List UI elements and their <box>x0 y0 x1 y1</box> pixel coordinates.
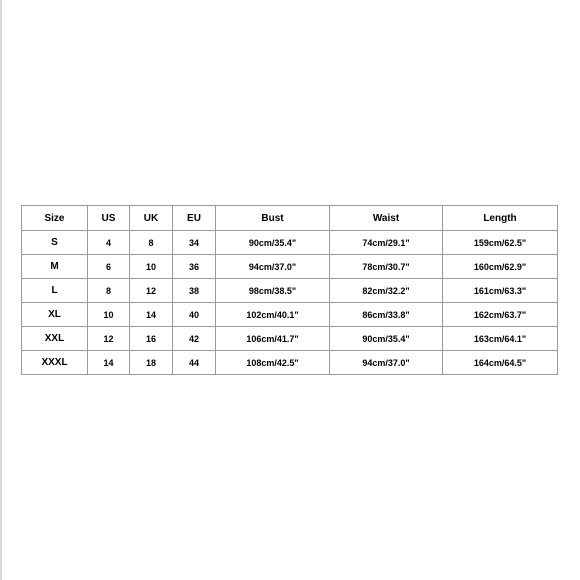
cell-uk: 12 <box>130 279 173 303</box>
table-row <box>22 279 558 303</box>
cell-eu: 42 <box>173 327 216 351</box>
cell-bust: 106cm/41.7" <box>216 327 330 351</box>
header-size: Size <box>22 206 88 231</box>
cell-us: 10 <box>88 303 130 327</box>
cell-us: 4 <box>88 231 130 255</box>
table-row <box>22 351 558 375</box>
cell-bust: 108cm/42.5" <box>216 351 330 375</box>
cell-size: M <box>22 255 88 279</box>
header-waist: Waist <box>330 206 443 231</box>
cell-uk: 14 <box>130 303 173 327</box>
cell-size: XXXL <box>22 351 88 375</box>
header-length: Length <box>443 206 558 231</box>
cell-length: 159cm/62.5" <box>443 231 558 255</box>
cell-eu: 34 <box>173 231 216 255</box>
cell-waist: 86cm/33.8" <box>330 303 443 327</box>
cell-waist: 94cm/37.0" <box>330 351 443 375</box>
cell-size: XXL <box>22 327 88 351</box>
cell-waist: 82cm/32.2" <box>330 279 443 303</box>
cell-size: S <box>22 231 88 255</box>
cell-us: 8 <box>88 279 130 303</box>
cell-uk: 8 <box>130 231 173 255</box>
cell-us: 6 <box>88 255 130 279</box>
cell-length: 161cm/63.3" <box>443 279 558 303</box>
header-bust: Bust <box>216 206 330 231</box>
page-edge-line <box>0 0 2 580</box>
table-row <box>22 327 558 351</box>
cell-size: XL <box>22 303 88 327</box>
table-header-row <box>22 206 558 231</box>
table-row <box>22 255 558 279</box>
cell-bust: 98cm/38.5" <box>216 279 330 303</box>
header-us: US <box>88 206 130 231</box>
size-chart-table <box>21 205 558 375</box>
cell-eu: 38 <box>173 279 216 303</box>
cell-length: 160cm/62.9" <box>443 255 558 279</box>
header-eu: EU <box>173 206 216 231</box>
cell-waist: 90cm/35.4" <box>330 327 443 351</box>
cell-length: 162cm/63.7" <box>443 303 558 327</box>
cell-uk: 10 <box>130 255 173 279</box>
cell-bust: 102cm/40.1" <box>216 303 330 327</box>
table-row <box>22 231 558 255</box>
table-row <box>22 303 558 327</box>
cell-bust: 90cm/35.4" <box>216 231 330 255</box>
cell-waist: 74cm/29.1" <box>330 231 443 255</box>
header-uk: UK <box>130 206 173 231</box>
cell-waist: 78cm/30.7" <box>330 255 443 279</box>
cell-length: 163cm/64.1" <box>443 327 558 351</box>
cell-us: 12 <box>88 327 130 351</box>
cell-length: 164cm/64.5" <box>443 351 558 375</box>
cell-eu: 36 <box>173 255 216 279</box>
cell-uk: 16 <box>130 327 173 351</box>
cell-us: 14 <box>88 351 130 375</box>
cell-uk: 18 <box>130 351 173 375</box>
cell-bust: 94cm/37.0" <box>216 255 330 279</box>
cell-size: L <box>22 279 88 303</box>
cell-eu: 44 <box>173 351 216 375</box>
cell-eu: 40 <box>173 303 216 327</box>
